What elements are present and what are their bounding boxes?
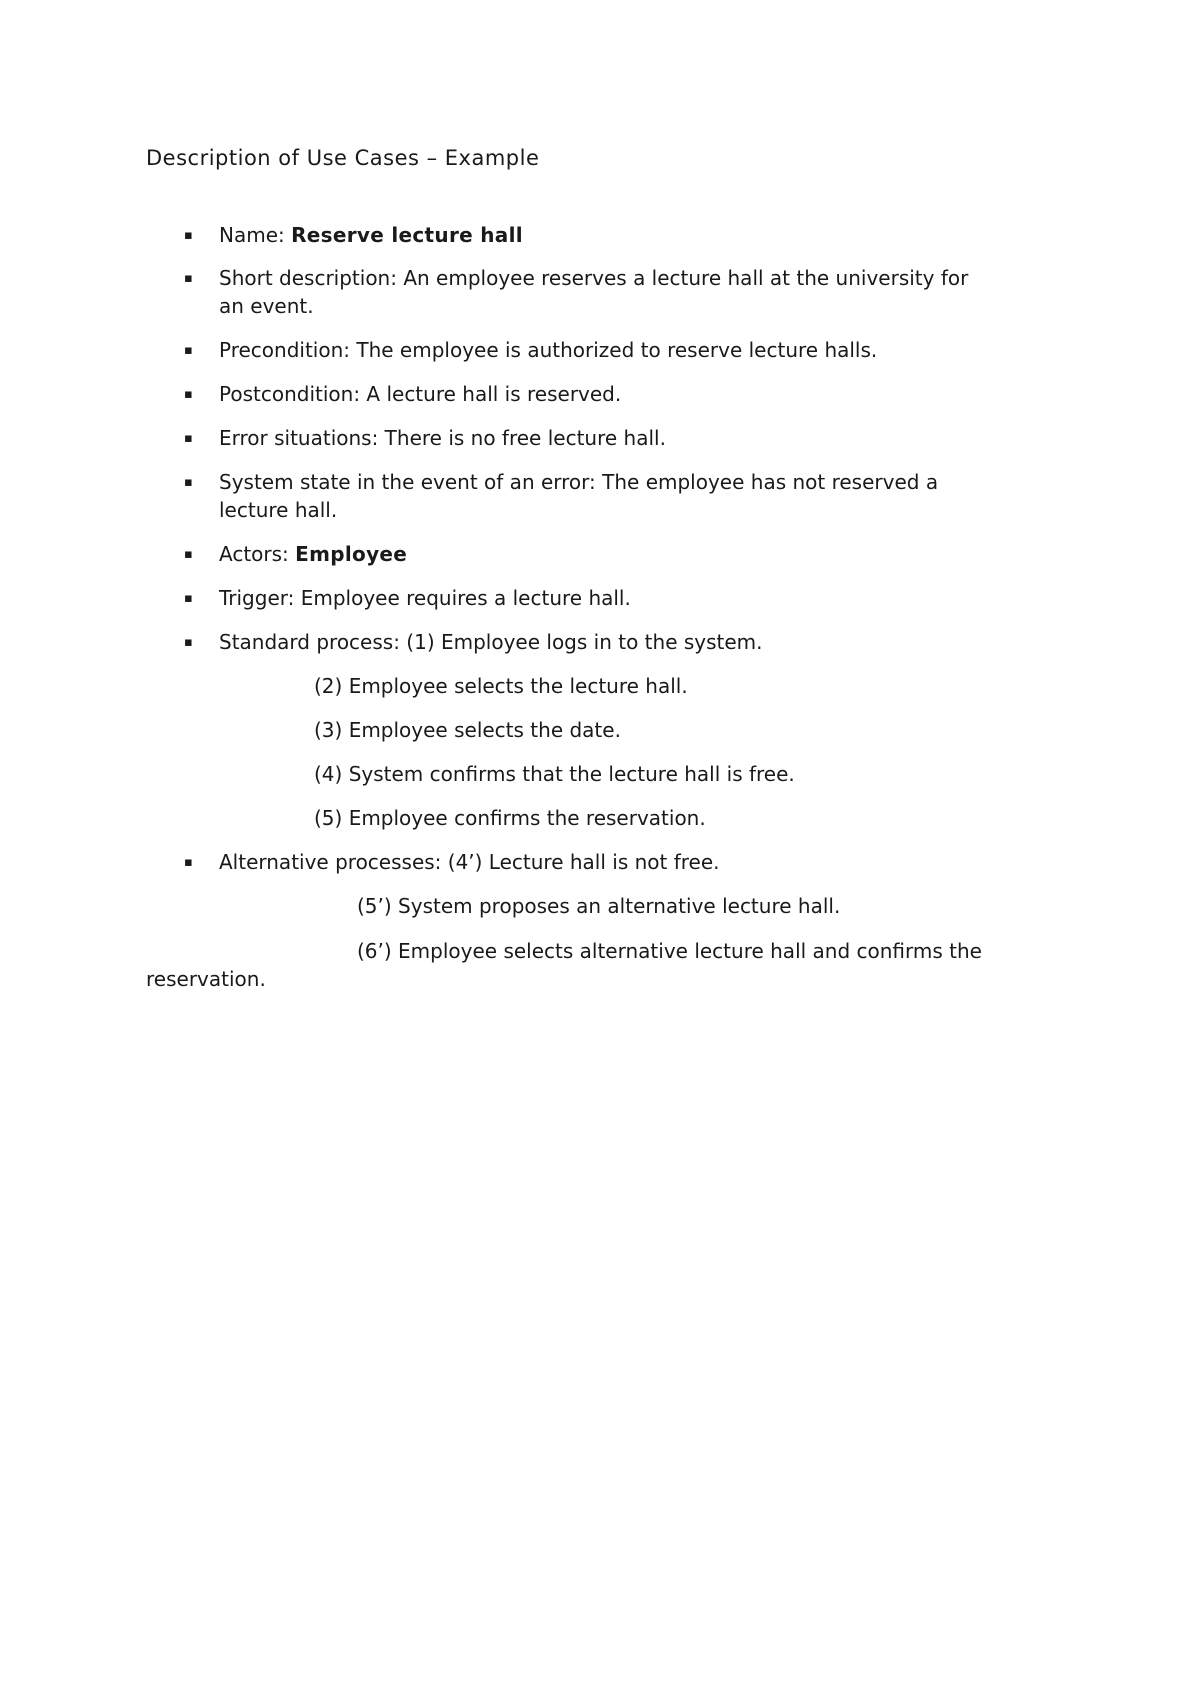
list-item-precondition: Precondition: The employee is authorized to reserve lecture halls. — [219, 338, 878, 362]
bullet-icon: ▪ — [184, 271, 193, 286]
standard-step-3: (3) Employee selects the date. — [314, 718, 621, 742]
list-item-trigger: Trigger: Employee requires a lecture hall. — [219, 586, 631, 610]
list-item-standard-process: Standard process: (1) Employee logs in to the system. — [219, 630, 763, 654]
bullet-icon: ▪ — [184, 387, 193, 402]
standard-step-4: (4) System confirms that the lecture hall is free. — [314, 762, 795, 786]
list-item-name — [219, 221, 523, 250]
list-item-alternative-processes: Alternative processes: (4’) Lecture hall is not free. — [219, 850, 720, 874]
alternative-step-5: (5’) System proposes an alternative lecture hall. — [357, 894, 841, 918]
bullet-icon: ▪ — [184, 547, 193, 562]
actors-label: Actors: — [219, 542, 296, 566]
bullet-icon: ▪ — [184, 431, 193, 446]
actors-value: Employee — [295, 542, 408, 566]
document-title: Description of Use Cases – Example — [146, 146, 540, 170]
standard-step-2: (2) Employee selects the lecture hall. — [314, 674, 688, 698]
alternative-step-6: (6’) Employee selects alternative lecture hall and confirms the — [357, 939, 982, 963]
list-item-system-state: System state in the event of an error: The employee has not reserved a — [219, 470, 939, 494]
bullet-icon: ▪ — [184, 635, 193, 650]
list-item-error-situations: Error situations: There is no free lecture hall. — [219, 426, 666, 450]
bullet-icon: ▪ — [184, 475, 193, 490]
list-item-short-description: Short description: An employee reserves a lecture hall at the university for — [219, 266, 969, 290]
bullet-icon: ▪ — [184, 228, 193, 243]
list-item-system-state-cont: lecture hall. — [219, 498, 338, 522]
name-label: Name: — [219, 223, 292, 247]
name-value: Reserve lecture hall — [291, 223, 523, 247]
bullet-icon: ▪ — [184, 855, 193, 870]
bullet-icon: ▪ — [184, 591, 193, 606]
list-item-postcondition: Postcondition: A lecture hall is reserved. — [219, 382, 622, 406]
standard-step-5: (5) Employee confirms the reservation. — [314, 806, 706, 830]
bullet-icon: ▪ — [184, 343, 193, 358]
list-item-short-description-cont: an event. — [219, 294, 314, 318]
alternative-step-6-cont: reservation. — [146, 967, 266, 991]
list-item-actors — [219, 540, 407, 569]
